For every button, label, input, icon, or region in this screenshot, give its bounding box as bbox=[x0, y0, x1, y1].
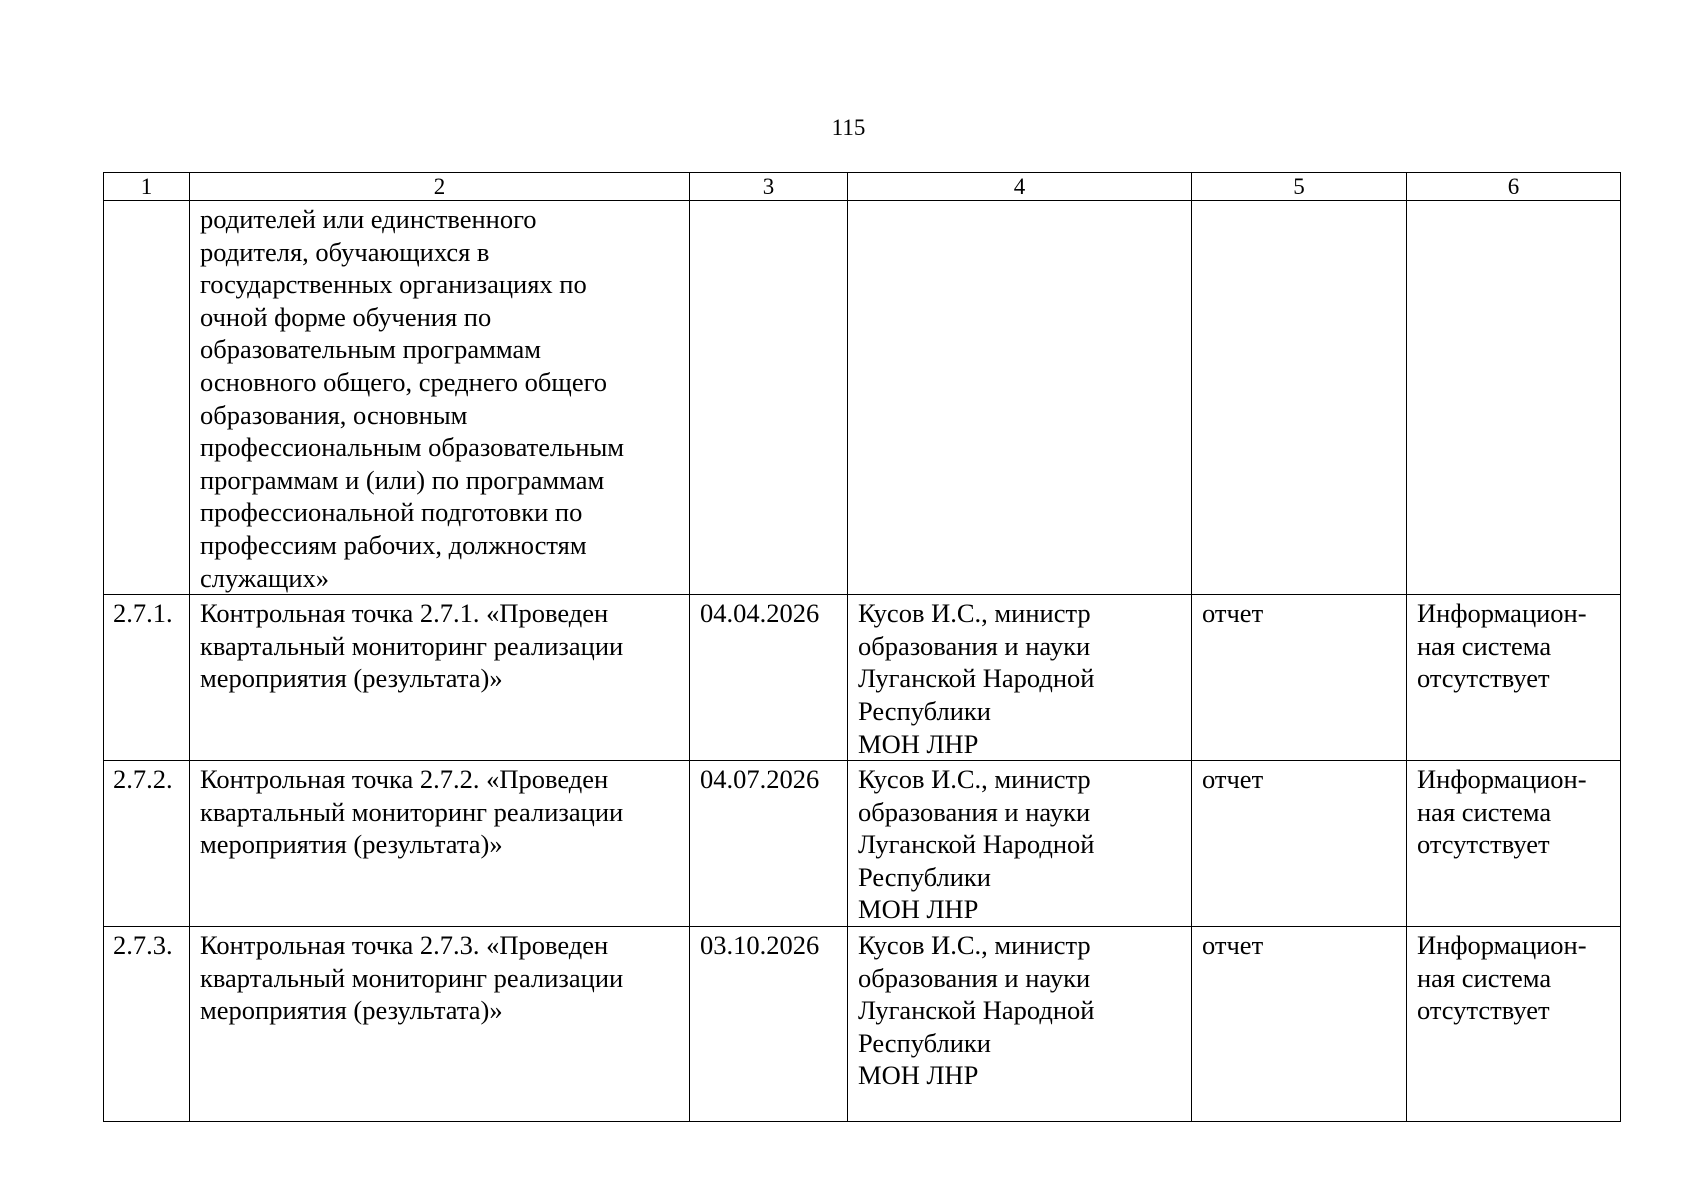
text-line: МОН ЛНР bbox=[858, 894, 979, 925]
column-header: 5 bbox=[1192, 173, 1407, 201]
text-line: Луганской Народной bbox=[858, 995, 1095, 1026]
text-line: служащих» bbox=[200, 562, 330, 593]
text-line: образования, основным bbox=[200, 399, 468, 430]
cell-description bbox=[190, 761, 690, 927]
cell-document bbox=[1192, 927, 1407, 1122]
text-line: Луганской Народной bbox=[858, 829, 1095, 860]
row-number: 2.7.1. bbox=[113, 598, 173, 629]
text-line: мероприятия (результата)» bbox=[200, 663, 503, 694]
text-line: Информацион- bbox=[1417, 764, 1587, 795]
text-line: образования и науки bbox=[858, 796, 1091, 827]
text-line: Республики bbox=[858, 1027, 991, 1058]
row-number: 2.7.3. bbox=[113, 930, 173, 961]
text-line: Республики bbox=[858, 695, 991, 726]
table-header-row bbox=[104, 173, 1621, 201]
date-text: 03.10.2026 bbox=[700, 930, 820, 961]
text-line: основного общего, среднего общего bbox=[200, 366, 608, 397]
cell-number bbox=[104, 927, 190, 1122]
text-line: образования и науки bbox=[858, 962, 1091, 993]
cell-number bbox=[104, 201, 190, 595]
text-line: квартальный мониторинг реализации bbox=[200, 962, 624, 993]
text-line: Контрольная точка 2.7.1. «Проведен bbox=[200, 598, 609, 629]
cell-date bbox=[690, 595, 848, 761]
cell-info-system bbox=[1407, 927, 1621, 1122]
row-number: 2.7.2. bbox=[113, 764, 173, 795]
text-line: мероприятия (результата)» bbox=[200, 995, 503, 1026]
text-line: образования и науки bbox=[858, 630, 1091, 661]
text-line: государственных организациях по bbox=[200, 269, 587, 300]
cell-date bbox=[690, 201, 848, 595]
table-row bbox=[104, 927, 1621, 1122]
column-header: 1 bbox=[104, 173, 190, 201]
text-line: МОН ЛНР bbox=[858, 1060, 979, 1091]
text-line: МОН ЛНР bbox=[858, 728, 979, 759]
column-header: 4 bbox=[848, 173, 1192, 201]
cell-info-system bbox=[1407, 761, 1621, 927]
column-header: 2 bbox=[190, 173, 690, 201]
text-line: отсутствует bbox=[1417, 995, 1550, 1026]
text-line: квартальный мониторинг реализации bbox=[200, 630, 624, 661]
text-line: родителя, обучающихся в bbox=[200, 236, 490, 267]
cell-number bbox=[104, 595, 190, 761]
text-line: родителей или единственного bbox=[200, 204, 537, 234]
text-line: Луганской Народной bbox=[858, 663, 1095, 694]
cell-description bbox=[190, 595, 690, 761]
cell-description bbox=[190, 201, 690, 595]
cell-document bbox=[1192, 201, 1407, 595]
cell-date bbox=[690, 927, 848, 1122]
table-row bbox=[104, 595, 1621, 761]
cell-responsible bbox=[848, 201, 1192, 595]
cell-responsible bbox=[848, 927, 1192, 1122]
control-points-table bbox=[103, 172, 1621, 1122]
cell-info-system bbox=[1407, 201, 1621, 595]
document-type: отчет bbox=[1202, 930, 1264, 961]
text-line: профессиям рабочих, должностям bbox=[200, 529, 587, 560]
cell-document bbox=[1192, 595, 1407, 761]
document-type: отчет bbox=[1202, 764, 1264, 795]
text-line: ная система bbox=[1417, 630, 1552, 661]
text-line: Республики bbox=[858, 861, 991, 892]
table-row-continuation bbox=[104, 201, 1621, 595]
text-line: Контрольная точка 2.7.3. «Проведен bbox=[200, 930, 609, 961]
text-line: ная система bbox=[1417, 962, 1552, 993]
text-line: отсутствует bbox=[1417, 829, 1550, 860]
page-number: 115 bbox=[831, 115, 866, 140]
text-line: Информацион- bbox=[1417, 930, 1587, 961]
text-line: ная система bbox=[1417, 796, 1552, 827]
text-line: Контрольная точка 2.7.2. «Проведен bbox=[200, 764, 609, 795]
text-line: Кусов И.С., министр bbox=[858, 598, 1091, 629]
date-text: 04.04.2026 bbox=[700, 598, 820, 629]
text-line: отсутствует bbox=[1417, 663, 1550, 694]
cell-date bbox=[690, 761, 848, 927]
text-line: очной форме обучения по bbox=[200, 301, 492, 332]
cell-responsible bbox=[848, 761, 1192, 927]
cell-document bbox=[1192, 761, 1407, 927]
text-line: Информацион- bbox=[1417, 598, 1587, 629]
text-line: профессиональным образовательным bbox=[200, 432, 625, 463]
text-line: Кусов И.С., министр bbox=[858, 930, 1091, 961]
column-header: 3 bbox=[690, 173, 848, 201]
text-line: Кусов И.С., министр bbox=[858, 764, 1091, 795]
cell-responsible bbox=[848, 595, 1192, 761]
column-header: 6 bbox=[1407, 173, 1621, 201]
text-line: мероприятия (результата)» bbox=[200, 829, 503, 860]
document-type: отчет bbox=[1202, 598, 1264, 629]
table-row bbox=[104, 761, 1621, 927]
cell-number bbox=[104, 761, 190, 927]
text-line: квартальный мониторинг реализации bbox=[200, 796, 624, 827]
cell-info-system bbox=[1407, 595, 1621, 761]
date-text: 04.07.2026 bbox=[700, 764, 820, 795]
text-line: профессиональной подготовки по bbox=[200, 497, 583, 528]
text-line: образовательным программам bbox=[200, 334, 542, 365]
cell-description bbox=[190, 927, 690, 1122]
text-line: программам и (или) по программам bbox=[200, 464, 605, 495]
